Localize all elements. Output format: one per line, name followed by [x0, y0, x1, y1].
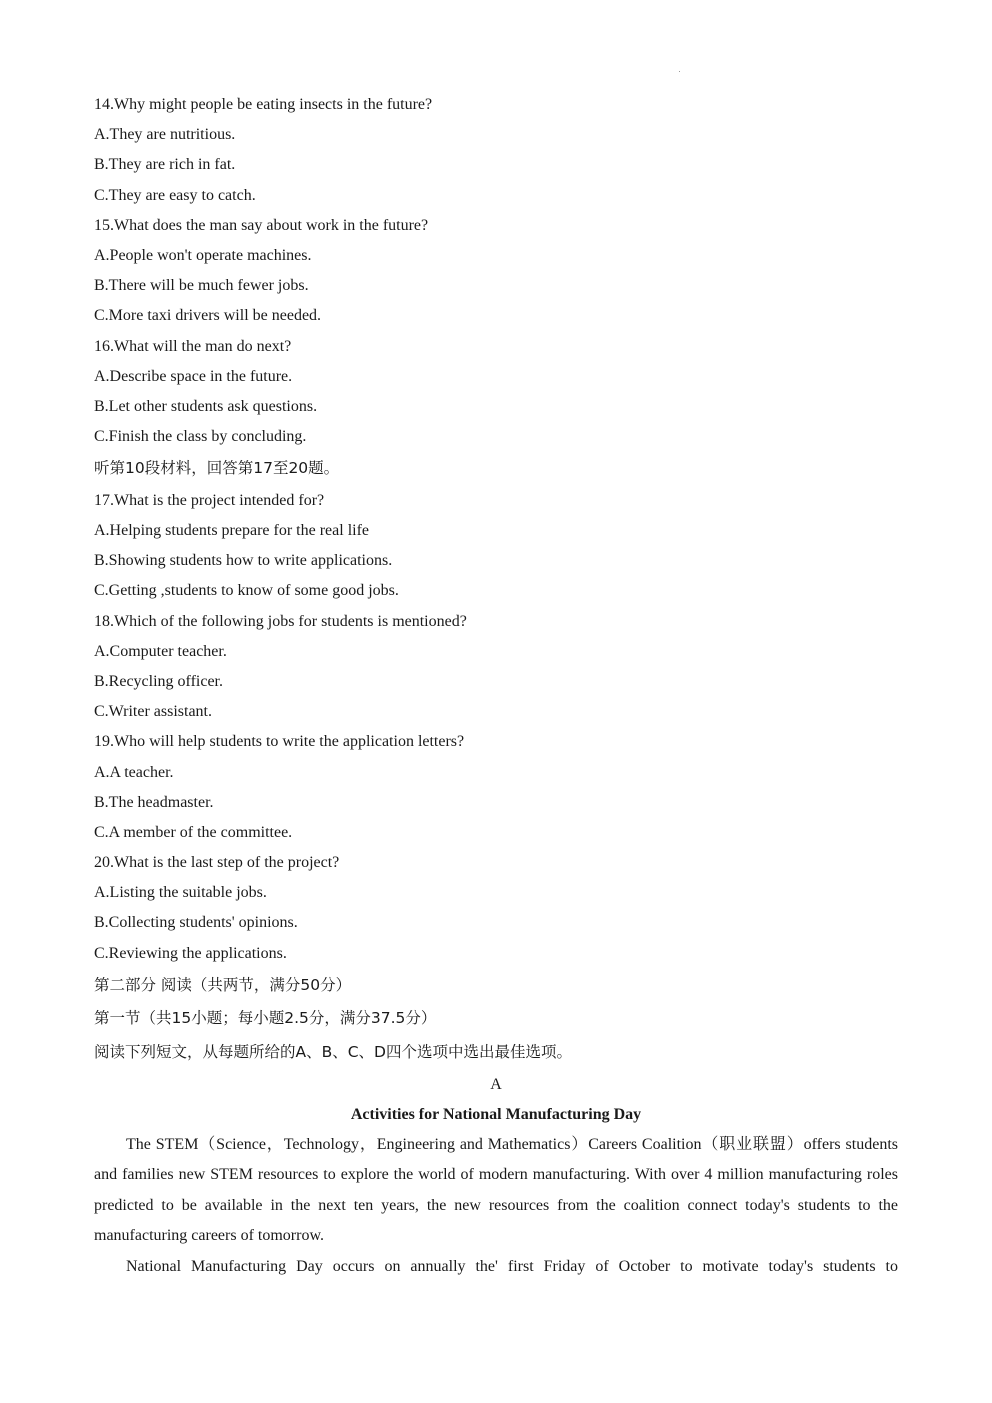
question-stem: 20.What is the last step of the project?	[94, 854, 340, 872]
answer-option: C.Writer assistant.	[94, 703, 212, 721]
question-stem: 17.What is the project intended for?	[94, 491, 325, 509]
answer-option: B.The headmaster.	[94, 793, 214, 811]
question-stem: 14.Why might people be eating insects in the future?	[94, 96, 433, 113]
answer-option: C.Finish the class by concluding.	[94, 428, 307, 446]
listening-instruction-material-10: 听第10段材料，回答第17至20题。	[94, 459, 340, 478]
answer-option: A.Helping students prepare for the real life	[94, 522, 370, 540]
answer-option: A.A teacher.	[94, 763, 174, 781]
answer-option: A.Computer teacher.	[94, 642, 227, 660]
answer-option: C.More taxi drivers will be needed.	[94, 307, 322, 325]
question-stem: 15.What does the man say about work in the future?	[94, 216, 429, 234]
answer-option: B.There will be much fewer jobs.	[94, 277, 309, 295]
answer-option: A.Listing the suitable jobs.	[94, 884, 267, 902]
answer-option: A.They are nutritious.	[94, 126, 236, 144]
answer-option: C.They are easy to catch.	[94, 186, 256, 204]
passage-paragraph-1: The STEM（Science，Technology，Engineering and Mathematics）Careers Coalition（职业联盟）offers students and families new STEM resources to explore the world of modern manufacturing. With over 4 million manufacturing roles predicted to be available in the next ten years, the new resources from the coalition connect today's students to the manufacturing careers of tomorrow.	[94, 1135, 898, 1245]
answer-option: B.They are rich in fat.	[94, 156, 236, 174]
passage-title: Activities for National Manufacturing Day	[350, 1105, 642, 1123]
answer-option: A.Describe space in the future.	[94, 367, 293, 385]
answer-option: B.Collecting students' opinions.	[94, 914, 298, 932]
answer-option: A.People won't operate machines.	[94, 246, 312, 264]
listening-questions-14-16	[94, 90, 898, 452]
passage-label: A	[490, 1075, 502, 1093]
passage-paragraph-2: National Manufacturing Day occurs on annually the' first Friday of October to motivate today's students to	[126, 1257, 898, 1275]
answer-option: C.Getting ,students to know of some good jobs.	[94, 582, 399, 600]
listening-questions-17-20	[94, 486, 898, 969]
scan-speck	[679, 71, 680, 72]
answer-option: B.Showing students how to write applications.	[94, 552, 393, 570]
answer-option: B.Let other students ask questions.	[94, 397, 318, 415]
answer-option: B.Recycling officer.	[94, 672, 223, 690]
answer-option: C.Reviewing the applications.	[94, 944, 287, 962]
question-stem: 18.Which of the following jobs for students is mentioned?	[94, 612, 467, 630]
part2-heading: 第二部分 阅读（共两节，满分50分）	[94, 975, 352, 994]
answer-option: C.A member of the committee.	[94, 823, 293, 841]
question-stem: 19.Who will help students to write the application letters?	[94, 733, 465, 751]
part2-section1-heading: 第一节（共15小题；每小题2.5分，满分37.5分）	[94, 1009, 437, 1028]
exam-page	[94, 90, 898, 1284]
part2-instruction: 阅读下列短文，从每题所给的A、B、C、D四个选项中选出最佳选项。	[94, 1043, 572, 1062]
question-stem: 16.What will the man do next?	[94, 337, 292, 355]
